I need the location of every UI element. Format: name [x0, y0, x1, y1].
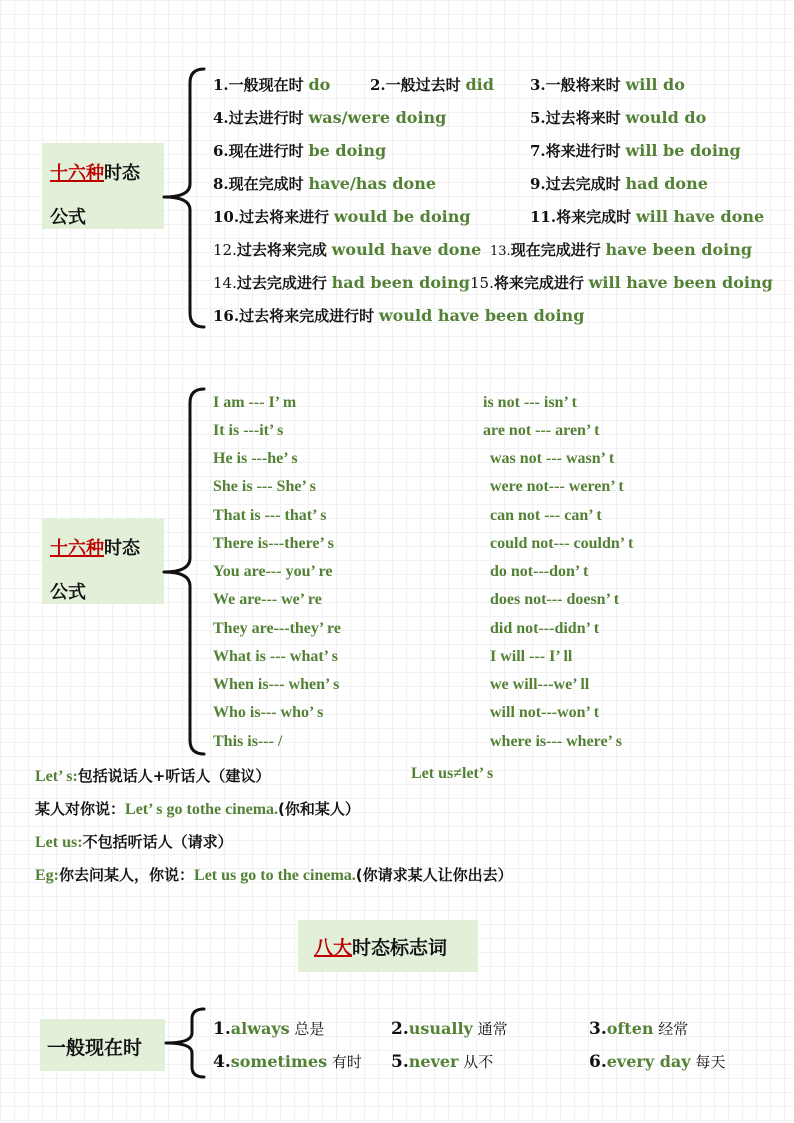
- contraction-item: will not---won’ t: [490, 704, 600, 721]
- section1-label-line2: 公式: [50, 207, 86, 228]
- section2-label: [42, 518, 164, 604]
- section2-label-black: 时态: [104, 538, 140, 559]
- contraction-item: What is --- what’ s: [213, 648, 339, 665]
- section2-label-line2: 公式: [50, 582, 86, 603]
- tense-item: 12.过去将来完成 would have done: [213, 240, 482, 259]
- tense-item: 3.一般将来时 will do: [530, 75, 685, 94]
- note-line-1: Let’ s:包括说话人+听话人（建议）: [35, 767, 271, 785]
- contraction-item: we will---we’ ll: [490, 676, 590, 693]
- contraction-item: Who is--- who’ s: [213, 704, 324, 721]
- contraction-item: does not--- doesn’ t: [490, 591, 620, 608]
- contraction-item: do not---don’ t: [490, 563, 589, 580]
- tense-item: 6.现在进行时 be doing: [213, 141, 387, 160]
- contraction-item: can not --- can’ t: [490, 507, 602, 524]
- tense-item: 10.过去将来进行 would be doing: [213, 207, 471, 226]
- contraction-item: I will --- I’ ll: [490, 648, 573, 665]
- section2-brace-icon: [160, 386, 210, 758]
- contraction-item: are not --- aren’ t: [483, 422, 600, 439]
- signal-word-item: 4.sometimes 有时: [213, 1052, 362, 1072]
- note-line-2: 某人对你说：Let’ s go tothe cinema.(你和某人）: [35, 800, 360, 818]
- section1-label-red: 十六种: [50, 163, 104, 184]
- tense-item: 15.将来完成进行 will have been doing: [470, 273, 773, 292]
- contraction-item: She is --- She’ s: [213, 478, 316, 495]
- tense-item: 9.过去完成时 had done: [530, 174, 708, 193]
- contraction-item: He is ---he’ s: [213, 450, 298, 467]
- signal-word-item: 2.usually 通常: [391, 1019, 508, 1039]
- contraction-item: were not--- weren’ t: [490, 478, 624, 495]
- section1-brace-icon: [160, 66, 210, 330]
- contraction-item: did not---didn’ t: [490, 620, 600, 637]
- signal-word-item: 5.never 从不: [391, 1052, 494, 1072]
- signal-word-item: 3.often 经常: [589, 1019, 689, 1039]
- tense-item: 11.将来完成时 will have done: [530, 207, 765, 226]
- contraction-item: It is ---it’ s: [213, 422, 284, 439]
- contraction-item: There is---there’ s: [213, 535, 334, 552]
- section3-title-red: 八大: [314, 937, 353, 959]
- signal-word-item: 1.always 总是: [213, 1019, 325, 1039]
- tense-item: 16.过去将来完成进行时 would have been doing: [213, 306, 585, 325]
- note-line-1-right: Let us≠let’ s: [411, 765, 494, 782]
- section3-title: [298, 920, 478, 972]
- section3-label: 一般现在时: [40, 1019, 165, 1071]
- tense-item: 13.现在完成进行 have been doing: [490, 240, 753, 259]
- tense-item: 4.过去进行时 was/were doing: [213, 108, 447, 127]
- note-line-4: Eg:你去问某人，你说：Let us go to the cinema.(你请求某人让你出去）: [35, 866, 513, 884]
- contraction-item: That is --- that’ s: [213, 507, 327, 524]
- note-line-3: Let us:不包括听话人（请求）: [35, 833, 233, 851]
- contraction-item: could not--- couldn’ t: [490, 535, 634, 552]
- contraction-item: We are--- we’ re: [213, 591, 322, 608]
- contraction-item: is not --- isn’ t: [483, 394, 577, 411]
- contraction-item: You are--- you’ re: [213, 563, 333, 580]
- contraction-item: They are---they’ re: [213, 620, 341, 637]
- tense-item: 1.一般现在时 do: [213, 75, 331, 94]
- tense-item: 14.过去完成进行 had been doing: [213, 273, 470, 292]
- contraction-item: When is--- when’ s: [213, 676, 340, 693]
- section1-label-black: 时态: [104, 163, 140, 184]
- contraction-item: I am --- I’ m: [213, 394, 297, 411]
- tense-item: 5.过去将来时 would do: [530, 108, 707, 127]
- signal-word-item: 6.every day 每天: [589, 1052, 726, 1072]
- tense-item: 2.一般过去时 did: [370, 75, 494, 94]
- contraction-item: This is--- /: [213, 733, 283, 750]
- section1-label: [42, 143, 164, 229]
- contraction-item: where is--- where’ s: [490, 733, 622, 750]
- section3-title-black: 时态标志词: [352, 937, 448, 959]
- section2-label-red: 十六种: [50, 538, 104, 559]
- tense-item: 8.现在完成时 have/has done: [213, 174, 437, 193]
- section3-brace-icon: [162, 1006, 210, 1080]
- tense-item: 7.将来进行时 will be doing: [530, 141, 741, 160]
- contraction-item: was not --- wasn’ t: [490, 450, 615, 467]
